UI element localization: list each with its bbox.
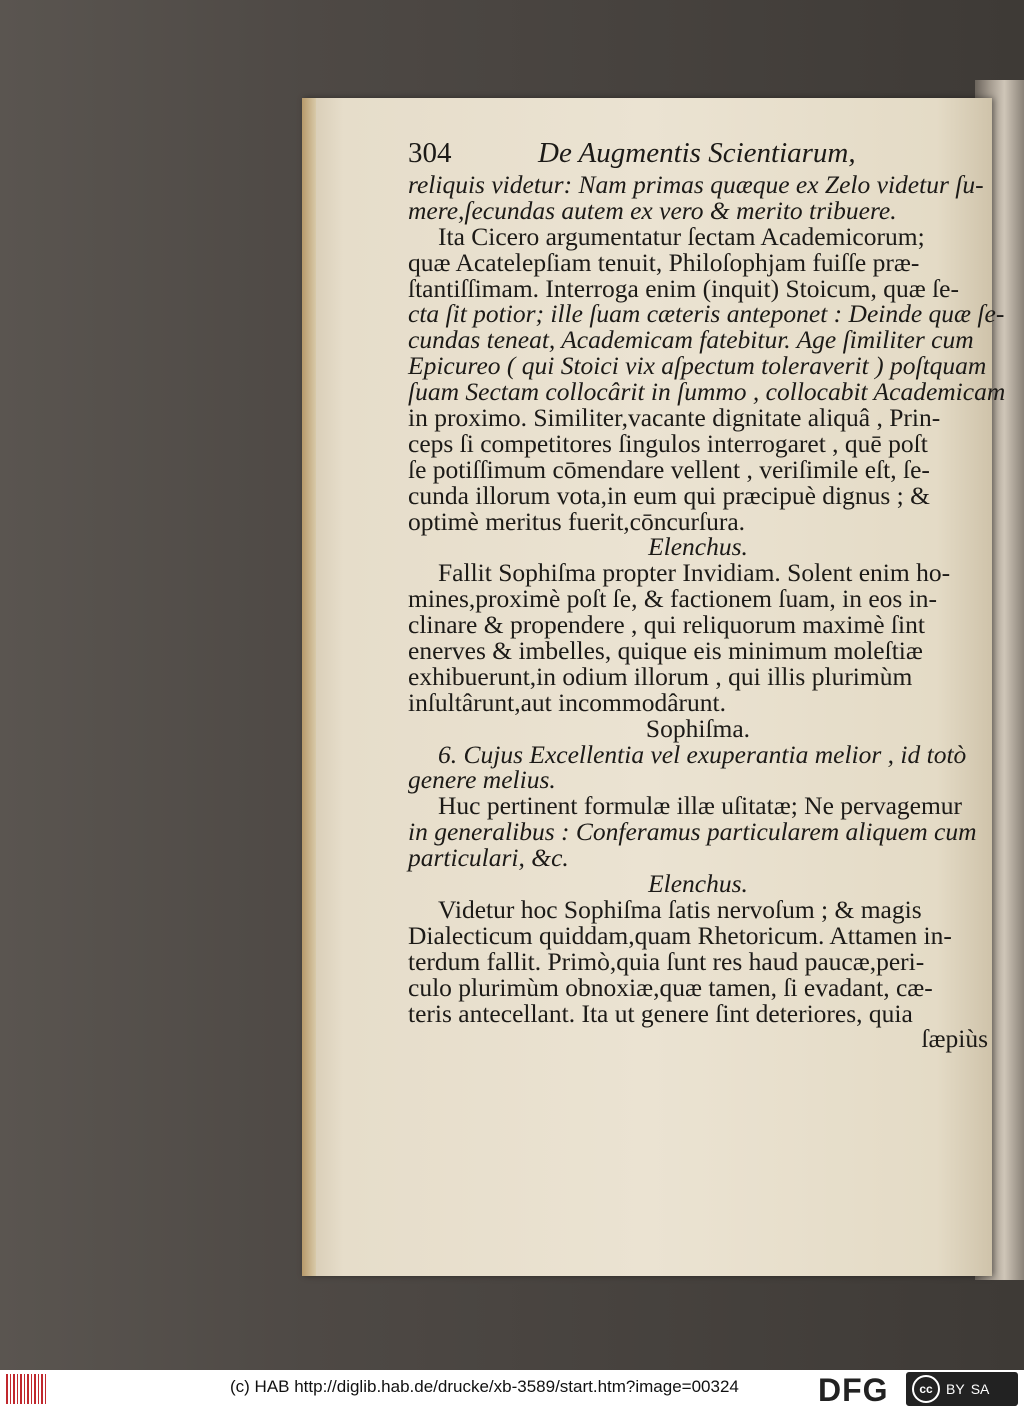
text-line: Dialecticum quiddam,quam Rhetoricum. Attamen in- (408, 920, 952, 950)
text-line: inſultârunt,aut incommodârunt. (408, 687, 726, 717)
running-head: De Augmentis Scientiarum, (538, 137, 856, 169)
text-line: cunda illorum vota,in eum qui præcipuè dignus ; & (408, 480, 930, 510)
page-number: 304 (408, 137, 452, 169)
text-line: optimè meritus fuerit,cōncurſura. (408, 506, 746, 536)
text-line: ſe potiſſimum cōmendare vellent , veriſimile eſt, ſe- (408, 454, 930, 484)
text-line: Sophiſma. (645, 713, 751, 743)
cc-sa-label: SA (970, 1381, 990, 1397)
dfg-logo: DFG (818, 1372, 889, 1408)
page-header (408, 134, 988, 172)
page-text (408, 134, 1006, 1054)
text-line: Elenchus. (648, 869, 748, 899)
text-line: teris antecellant. Ita ut genere ſint deteriores, quia (408, 998, 913, 1028)
text-line: 6. Cujus Excellentia vel exuperantia melior , id totò (438, 739, 967, 769)
text-line: mines,proximè poſt ſe, & factionem ſuam, in eos in- (408, 584, 938, 614)
text-line: Elenchus. (648, 532, 748, 562)
book-page (302, 98, 1006, 1276)
cc-license-badge[interactable] (906, 1372, 1018, 1406)
text-line: in generalibus : Conferamus particularem aliquem cum (408, 817, 977, 847)
text-line: ſtantiſſimam. Interroga enim (inquit) Stoicum, quæ ſe- (408, 273, 959, 303)
text-line: exhibuerunt,in odium illorum , qui illis plurimùm (408, 661, 913, 691)
text-line: Fallit Sophiſma propter Invidiam. Solent enim ho- (438, 558, 951, 588)
text-line: quæ Acatelepſiam tenuit, Philoſophjam fuiſſe præ- (408, 247, 920, 277)
text-line: Epicureo ( qui Stoici vix aſpectum toleraverit ) poſtquam (408, 351, 987, 381)
text-line: Huc pertinent formulæ illæ uſitatæ; Ne pervagemur (438, 791, 963, 821)
text-line: cundas teneat, Academicam fatebitur. Age ſimiliter cum (408, 325, 974, 355)
text-line: genere melius. (408, 765, 556, 795)
hab-barcode-icon (6, 1374, 46, 1404)
text-line: ſæpiùs (921, 1024, 988, 1054)
text-line: ſuam Sectam collocârit in ſummo , collocabit Academicam (408, 377, 1006, 407)
text-line: particulari, &c. (408, 843, 569, 873)
text-line: clinare & propendere , qui reliquorum maximè ſint (408, 610, 925, 640)
text-line: in proximo. Similiter,vacante dignitate aliquâ , Prin- (408, 403, 941, 433)
text-line: Videtur hoc Sophiſma ſatis nervoſum ; & magis (438, 894, 922, 924)
text-line: mere,ſecundas autem ex vero & merito tribuere. (408, 195, 897, 225)
page-edge (302, 98, 316, 1276)
text-line: cta ſit potior; ille ſuam cæteris anteponet : Deinde quæ ſe- (408, 299, 1005, 329)
cc-by-label: BY (946, 1381, 965, 1397)
text-lines (408, 170, 1006, 1054)
text-line: culo plurimùm obnoxiæ,quæ tamen, ſi evadant, cæ- (408, 972, 933, 1002)
cc-icon: cc (912, 1375, 940, 1403)
text-line: enerves & imbelles, quique eis minimum moleſtiæ (408, 636, 923, 666)
text-line: terdum fallit. Primò,quia ſunt res haud paucæ,peri- (408, 946, 925, 976)
text-line: Ita Cicero argumentatur ſectam Academicorum; (438, 221, 925, 251)
copyright-link[interactable]: (c) HAB http://diglib.hab.de/drucke/xb-3589/start.htm?image=00324 (230, 1377, 739, 1396)
text-line: reliquis videtur: Nam primas quæque ex Zelo videtur ſu- (408, 170, 984, 199)
text-line: ceps ſi competitores ſingulos interrogaret , quē poſt (408, 428, 928, 458)
